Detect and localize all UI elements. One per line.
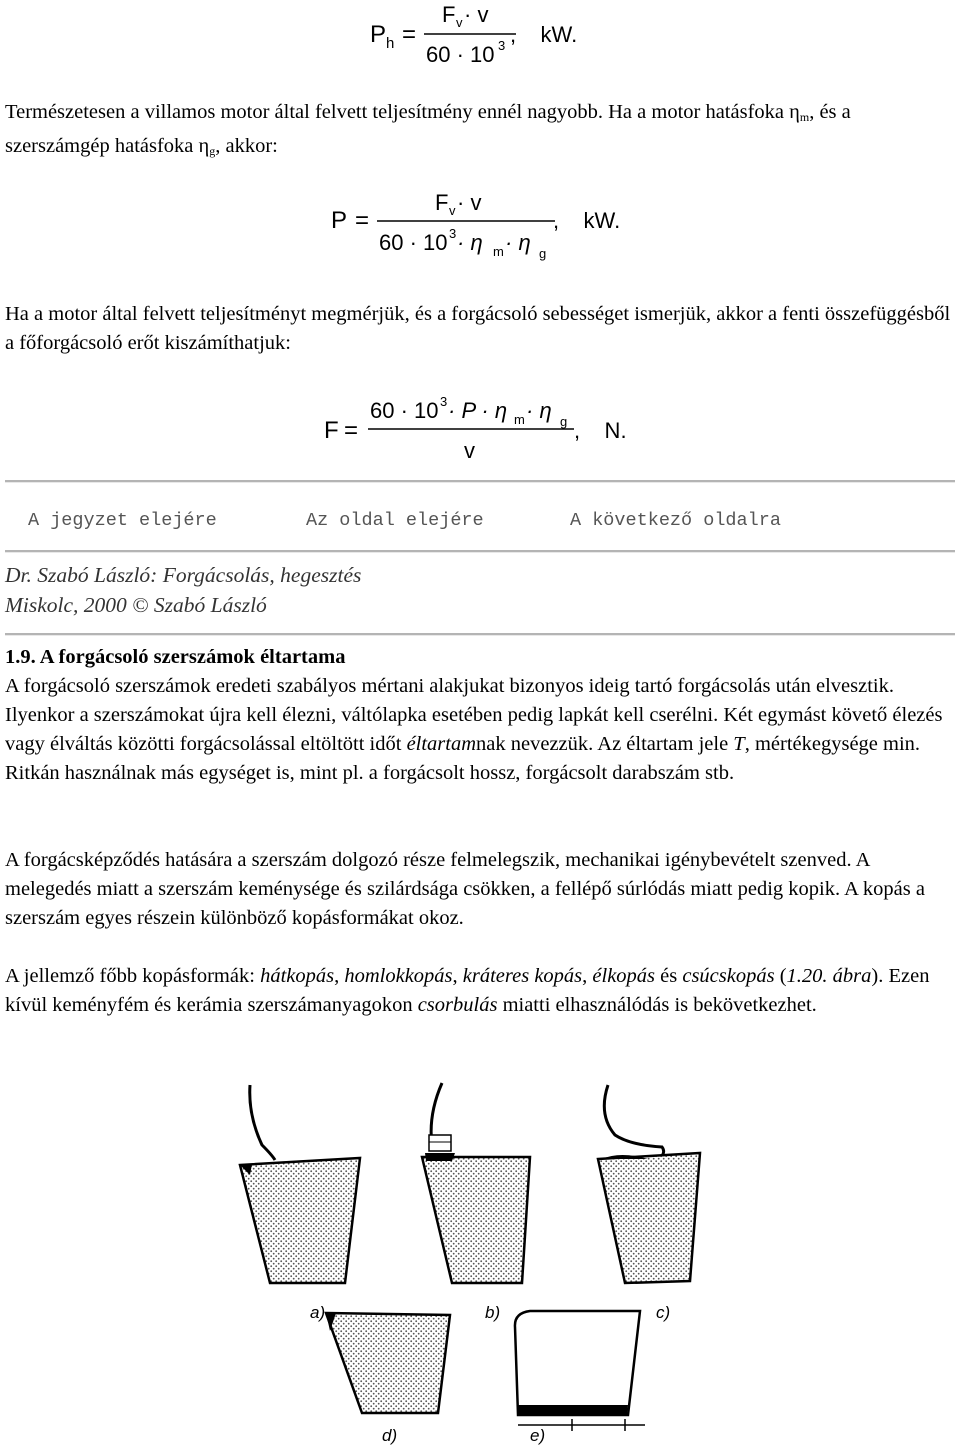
author-line-title: Dr. Szabó László: Forgácsolás, hegesztés: [5, 563, 362, 587]
svg-text:F: F: [442, 2, 456, 27]
section-paragraph-2: A forgácsképződés hatására a szerszám dolgozó része felmelegszik, mechanikai igénybevételt szenved. A melegedés miatt a szerszám keménysége és szilárdsága csökken, a fellépő súrlódás miatt pedig kopik. A kopás a szerszám egyes részein különböző kopásformákat okoz.: [5, 849, 925, 929]
svg-text:F: F: [324, 417, 339, 444]
svg-text:, kW.: , kW.: [553, 208, 621, 233]
svg-text:v: v: [449, 203, 456, 218]
svg-text:F: F: [435, 190, 449, 215]
figure-label-d: d): [382, 1426, 398, 1445]
svg-text:, kW.: , kW.: [510, 22, 578, 47]
divider-top: [5, 480, 955, 483]
figure-label-c: c): [656, 1303, 671, 1322]
section-paragraph-3: A jellemző főbb kopásformák: hátkopás, homlokkopás, kráteres kopás, élkopás és csúcskopás (1.20. ábra). Ezen kívül keményfém és kerámia szerszámanyagokon csorbulás miatti elhasználódás is bekövetkezhet.: [5, 965, 930, 1016]
section-title: 1.9. A forgácsoló szerszámok éltartama: [5, 646, 346, 668]
svg-text:m: m: [493, 244, 504, 259]
svg-text:· η: · η: [505, 230, 531, 255]
nav-link-start[interactable]: A jegyzet elejére: [28, 510, 217, 531]
svg-text:g: g: [539, 246, 547, 261]
formula-p: [325, 188, 645, 268]
divider-middle: [5, 550, 955, 553]
force-intro-paragraph: Ha a motor által felvett teljesítményt megmérjük, és a forgácsoló sebességet ismerjük, akkor a fenti összefüggésből a főforgácsoló erőt kiszámíthatjuk:: [5, 303, 951, 354]
svg-text:m: m: [514, 412, 525, 427]
tool-e-drawing: [515, 1311, 645, 1445]
tool-d-drawing: [326, 1313, 450, 1445]
formula-ph-lhs: P: [370, 21, 387, 48]
svg-text:=: =: [355, 207, 370, 234]
svg-text:3: 3: [440, 394, 448, 409]
figure-label-b: b): [485, 1303, 501, 1322]
svg-text:60 · 10: 60 · 10: [370, 398, 439, 423]
svg-text:3: 3: [498, 38, 506, 53]
figure-label-e: e): [530, 1426, 546, 1445]
tool-a-drawing: [240, 1085, 360, 1322]
svg-text:g: g: [560, 414, 568, 429]
figure-label-a: a): [310, 1303, 326, 1322]
navigation-bar: [28, 510, 928, 538]
divider-bottom: [5, 633, 955, 636]
nav-link-page-top[interactable]: Az oldal elejére: [306, 510, 484, 531]
svg-text:60 · 10: 60 · 10: [379, 230, 448, 255]
svg-text:· v: · v: [464, 2, 489, 27]
svg-text:· P · η: · P · η: [448, 398, 508, 423]
svg-text:=: =: [402, 21, 417, 48]
svg-text:v: v: [464, 438, 475, 463]
svg-text:60 · 10: 60 · 10: [426, 42, 495, 67]
section-paragraph-1: A forgácsoló szerszámok eredeti szabályos mértani alakjukat bizonyos ideig tartó forgácsolás után elvesztik. Ilyenkor a szerszámokat újra kell élezni, váltólapka esetében pedig lapkát kell cserélni. Két egymást követő élezés vagy élváltás közötti forgácsolással eltöltött időt éltartamnak nevezzük. Az éltartam jele T, mértékegysége min. Ritkán használnak más egységet is, mint pl. a forgácsolt hossz, forgácsolt darabszám stb.: [5, 675, 943, 784]
tool-b-drawing: [422, 1083, 530, 1322]
svg-text:· v: · v: [457, 190, 482, 215]
svg-text:h: h: [386, 35, 395, 52]
svg-text:3: 3: [449, 226, 457, 241]
wear-forms-figure: [200, 1075, 820, 1447]
intro-paragraph: Természetesen a villamos motor által felvett teljesítmény ennél nagyobb. Ha a motor hatásfoka $\eta_m$, és a szerszámgép hatásfoka $\eta_g$, akkor:: [5, 101, 851, 158]
svg-text:· η: · η: [526, 398, 552, 423]
formula-f: [318, 392, 658, 472]
svg-text:=: =: [344, 417, 359, 444]
svg-text:, N.: , N.: [574, 418, 627, 443]
nav-link-next-page[interactable]: A következő oldalra: [570, 510, 781, 531]
author-credit: [5, 560, 361, 620]
author-line-copyright: Miskolc, 2000 © Szabó László: [5, 593, 267, 617]
svg-text:P: P: [331, 207, 348, 234]
svg-text:· η: · η: [457, 230, 483, 255]
tool-c-drawing: [598, 1085, 700, 1322]
svg-text:v: v: [456, 15, 463, 30]
formula-ph: [360, 0, 620, 70]
